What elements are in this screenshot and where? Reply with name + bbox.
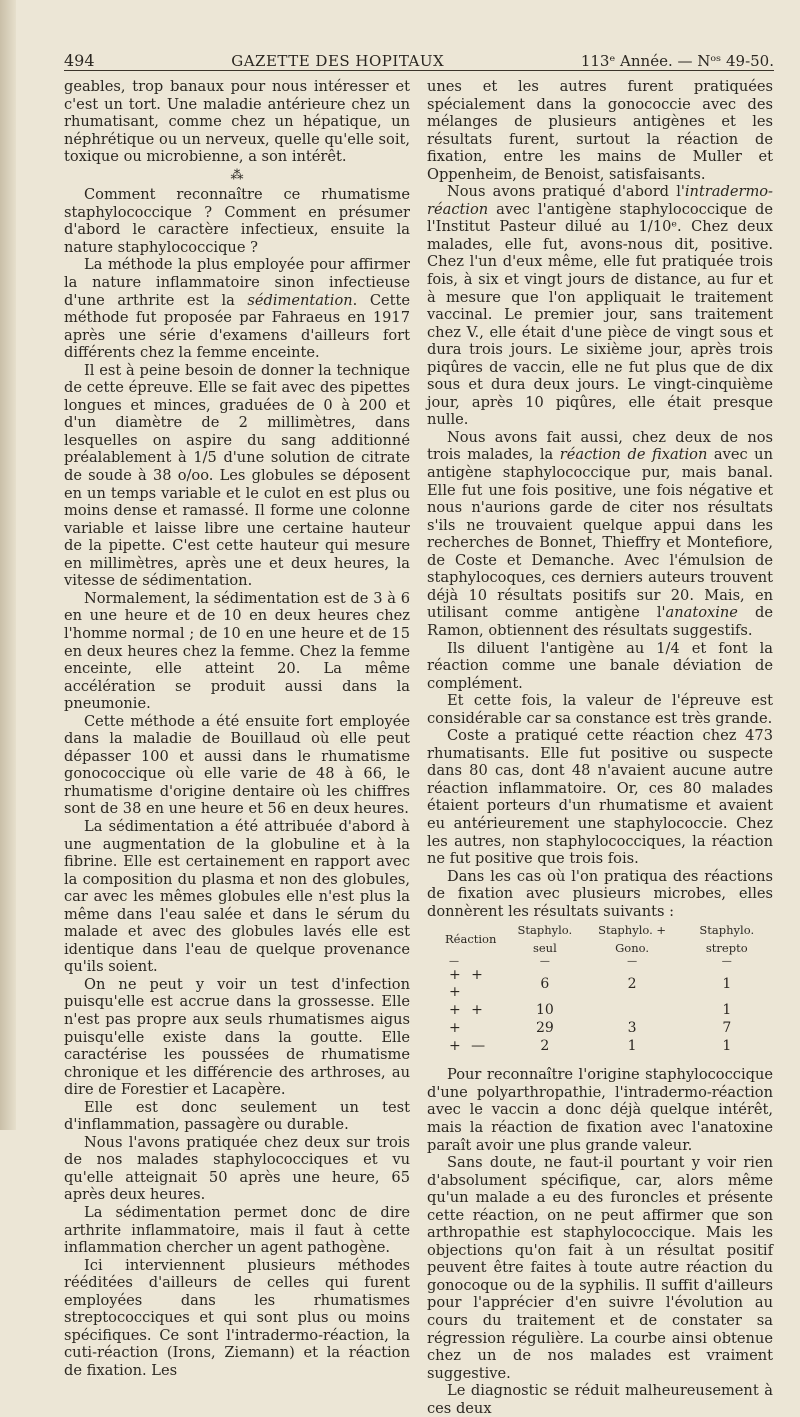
table-cell: 1 — [627, 1038, 637, 1055]
table-row — [427, 1020, 773, 1038]
paragraph: Ils diluent l'antigène au 1/4 et font la réaction comme une banale déviation de complément. — [427, 639, 773, 692]
paragraph: Le diagnostic se réduit malheureusement à ces deux — [427, 1382, 773, 1417]
right-column — [427, 78, 773, 1417]
paragraph: Coste a pratiqué cette réaction chez 473 rhumatisants. Elle fut positive ou suspecte dans 80 cas, dont 48 n'avaient aucune autre réaction inflammatoire. Or, ces 80 malades étaient porteurs d'un rhumatisme et avaient eu antérieurement une staphylococcie. Chez les autres, non staphylococciques, la réaction ne fut positive que trois fois. — [427, 727, 773, 868]
column-header: Staphylo. + Gono. — [598, 923, 667, 955]
paragraph — [64, 256, 410, 361]
paragraph: Pour reconnaître l'origine staphylococcique d'une polyarthropathie, l'intradermo-réaction avec le vaccin a donc déjà quelque intérêt, mais la réaction de fixation avec l'anatoxine paraît avoir une plus grande valeur. — [427, 1066, 773, 1154]
table-cell: + + + — [449, 967, 486, 1001]
table-cell: 3 — [627, 1020, 637, 1037]
paragraph: unes et les autres furent pratiquées spécialement dans la gonococcie avec des mélanges de plusieurs antigènes et les résultats furent, surtout la réaction de fixation, entre les mains de Muller et Oppenheim, de Benoist, satisfaisants. — [427, 78, 773, 183]
paragraph: Nous l'avons pratiquée chez deux sur trois de nos malades staphylococciques et vu qu'elle atteignait 50 après une heure, 65 après deux heures. — [64, 1133, 410, 1204]
emphasis: anatoxine — [665, 604, 738, 622]
paragraph: La sédimentation a été attribuée d'abord à une augmentation de la globuline et à la fibrine. Elle est certainement en rapport avec la composition du plasma et non des globules, car avec les mêmes globules elle n'est plus la même dans l'eau salée et dans le sérum du malade et avec des globules lavés elle est identique dans l'eau de quelque provenance qu'ils soient. — [64, 817, 410, 976]
table-cell: + — [449, 1020, 464, 1037]
paragraph: On ne peut y voir un test d'infection puisqu'elle est accrue dans la grossesse. Elle n'est pas propre aux seuls rhumatismes aigus puisqu'elle existe dans la goutte. Elle caractérise les poussées de rhumatisme chronique et les différencie des arthroses, au dire de Forestier et Lacapère. — [64, 975, 410, 1099]
page-number: 494 — [64, 51, 95, 70]
text-run: avec l'antigène staphylococcique de l'Institut Pasteur dilué au 1/10ᵉ. Chez deux malades, elle fut, avons-nous dit, positive. Chez l'un d'eux même, elle fut pratiquée trois fois, à six et vingt jours de distance, au fur et à mesure que l'on appliquait le traitement vaccinal. Le premier jour, sans traitement chez V., elle était d'une pièce de vingt sous et dura trois jours. Le sixième jour, après trois piqûres de vaccin, elle ne fut plus que de dix sous et dura deux jours. Le vingt-cinquième jour, après 10 piqûres, elle était presque nulle. — [427, 200, 773, 429]
table-cell: 6 — [540, 975, 550, 992]
table-cell: — — [721, 956, 732, 968]
table-cell: 10 — [535, 1002, 554, 1019]
table-dash-row — [427, 958, 773, 967]
table-cell: + + — [449, 1002, 486, 1019]
fixation-results-table — [427, 922, 773, 1056]
section-separator: ⁂ — [230, 167, 244, 183]
table-cell — [584, 1002, 681, 1020]
paragraph: Et cette fois, la valeur de l'épreuve est considérable car sa constance est très grande. — [427, 692, 773, 727]
table-cell: 1 — [722, 975, 732, 992]
paragraph: Elle est donc seulement un test d'inflammation, passagère ou durable. — [64, 1098, 410, 1134]
running-header — [64, 40, 774, 70]
table-cell: 2 — [627, 975, 637, 992]
column-header: Staphylo. strepto — [699, 923, 755, 955]
emphasis: intradermo-réaction — [427, 183, 773, 218]
journal-title: GAZETTE DES HOPITAUX — [231, 52, 445, 70]
text-run: de Ramon, obtiennent des résultats suggestifs. — [427, 604, 773, 639]
emphasis: réaction de fixation — [559, 446, 708, 464]
table-cell: 7 — [722, 1020, 732, 1037]
issue-info: 113ᵉ Année. — Nᵒˢ 49-50. — [580, 52, 774, 70]
paragraph: Il est à peine besoin de donner la technique de cette épreuve. Elle se fait avec des pipettes longues et minces, graduées de 0 à 200 et d'un diamètre de 2 millimètres, dans lesquelles on aspire du sang additionné préalablement à 1/5 d'une solution de citrate de soude à 38 o/oo. Les globules se déposent en un temps variable et le culot en est plus ou moins dense et ramassé. Il forme une colonne variable et laisse libre une certaine hauteur de la pipette. C'est cette hauteur qui mesure en millimètres, après une et deux heures, la vitesse de sédimentation. — [64, 361, 410, 590]
paragraph: La sédimentation permet donc de dire arthrite inflammatoire, mais il faut à cette inflammation chercher un agent pathogène. — [64, 1204, 410, 1257]
paragraph — [427, 429, 773, 640]
page-binding-edge — [0, 0, 16, 1130]
text-run: . Cette méthode fut proposée par Fahraeus en 1917 après une série d'examens d'ailleurs fort différents chez la femme enceinte. — [64, 291, 410, 362]
table-cell: 29 — [535, 1020, 554, 1037]
column-header: Staphylo. seul — [517, 923, 573, 955]
paragraph: Ici interviennent plusieurs méthodes rééditées d'ailleurs de celles qui furent employées dans les rhumatismes streptococciques et qui sont plus ou moins spécifiques. Ce sont l'intradermo-réaction, la cuti-réaction (Irons, Ziemann) et la réaction de fixation. Les — [64, 1256, 410, 1379]
table-cell: + — — [449, 1038, 489, 1055]
table-header-row — [427, 922, 773, 958]
paragraph: Sans doute, ne faut-il pourtant y voir rien d'absolument spécifique, car, alors même qu'un malade a eu des furoncles et présente cette réaction, on ne peut affirmer que son arthropathie est staphylococcique. Mais les objections qu'on fait à un résultat positif peuvent être faites à toute autre réaction du gonocoque ou de la syphilis. Il suffit d'ailleurs pour l'apprécier d'en suivre l'évolution au cours du traitement et de constater sa régression régulière. La courbe ainsi obtenue chez un de nos malades est vraiment suggestive. — [427, 1154, 773, 1382]
column-header: Réaction — [445, 932, 497, 947]
paragraph: Dans les cas où l'on pratiqua des réactions de fixation avec plusieurs microbes, elles donnèrent les résultats suivants : — [427, 867, 773, 920]
text-run: Nous avons pratiqué d'abord l' — [447, 183, 685, 201]
table-cell: 1 — [722, 1038, 732, 1055]
table-cell: 2 — [540, 1038, 550, 1055]
text-run: Nous avons fait aussi, chez deux de nos trois malades, la — [427, 428, 773, 464]
table-row — [427, 967, 773, 1002]
paragraph: Normalement, la sédimentation est de 3 à 6 en une heure et de 10 en deux heures chez l'homme normal ; de 10 en une heure et de 15 en deux heures chez la femme. Chez la femme enceinte, elle atteint 20. La même accélération se produit aussi dans la pneumonie. — [64, 589, 410, 713]
table-cell: — — [539, 956, 550, 968]
paragraph — [427, 183, 773, 429]
paragraph: Cette méthode a été ensuite fort employée dans la maladie de Bouillaud où elle peut dépasser 100 et aussi dans le rhumatisme gonococcique où elle varie de 48 à 66, le rhumatisme d'origine dentaire où les chiffres sont de 38 en une heure et 56 en deux heures. — [64, 712, 410, 818]
paragraph: geables, trop banaux pour nous intéresser et c'est un tort. Une maladie antérieure chez un rhumatisant, comme chez un hépatique, un néphrétique ou un nerveux, quelle qu'elle soit, toxique ou microbienne, a son intérêt. — [64, 78, 410, 166]
emphasis: sédimentation — [247, 291, 353, 309]
paragraph: Comment reconnaître ce rhumatisme staphylococcique ? Comment en présumer d'abord le caractère infectieux, ensuite la nature staphylococcique ? — [64, 186, 410, 256]
text-run: La méthode la plus employée pour affirmer la nature inflammatoire sinon infectieuse d'une arthrite est la — [64, 256, 410, 309]
table-row — [427, 1038, 773, 1056]
table-cell: 1 — [722, 1002, 732, 1019]
header-rule — [64, 70, 774, 71]
table-row — [427, 1002, 773, 1020]
table-cell: — — [627, 956, 638, 968]
text-run: avec un antigène staphylococcique pur, mais banal. Elle fut une fois positive, une fois négative et nous n'aurions garde de citer nos résultats s'ils ne trouvaient quelque appui dans les recherches de Bonnet, Thieffry et Montefiore, de Coste et Demanche. Avec l'émulsion de staphylocoques, ces derniers auteurs trouvent déjà 10 résultats positifs sur 20. Mais, en utilisant comme antigène l' — [427, 446, 773, 622]
left-column — [64, 78, 410, 1379]
table-cell: — — [449, 956, 462, 968]
